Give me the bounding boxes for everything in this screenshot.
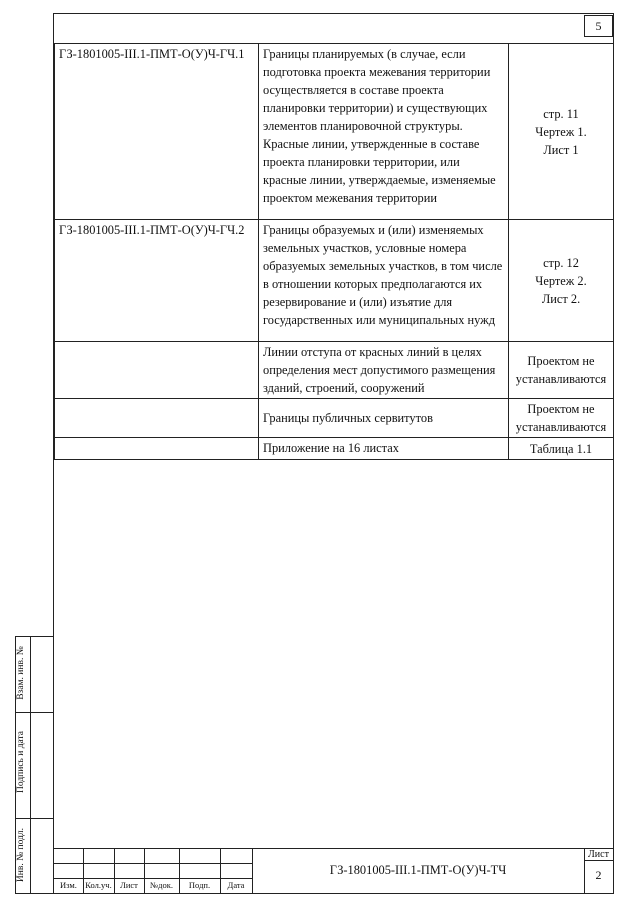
side-podpis-label: Подпись и дата (16, 731, 26, 794)
ref-line: устанавливаются (515, 420, 607, 434)
side-inv-label: Инв. № подл. (16, 827, 26, 883)
ref-line: стр. 11 (543, 106, 579, 121)
table-row (55, 399, 614, 438)
ref-line: Проектом не (527, 354, 595, 368)
row-ref (509, 220, 614, 342)
table-row (55, 438, 614, 460)
ref-line: Таблица 1.1 (529, 441, 593, 456)
row-description: Границы планируемых (в случае, если подготовка проекта межевания территории осуществляется в составе проекта планировки территории) и существующих элементов планировочной структуры. Красные линии, утвержденные в составе проекта планировки территории, или красные линии, утверждаемые, изменяемые проектом межевания территории (259, 44, 509, 220)
doc-number: ГЗ-1801005-III.1-ПМТ-О(У)Ч-ТЧ (329, 863, 507, 877)
row-ref (509, 399, 614, 438)
sheet-number: 2 (595, 868, 602, 882)
row-code (55, 399, 259, 438)
tb-col-kolych: Кол.уч. (85, 880, 112, 890)
ref-line: Чертеж 1. (535, 124, 587, 139)
tb-col-izm: Изм. (60, 880, 77, 890)
table-row (55, 342, 614, 399)
row-ref (509, 438, 614, 460)
ref-line: Лист 1 (543, 142, 579, 157)
row-ref (509, 342, 614, 399)
tb-col-data: Дата (227, 880, 245, 890)
ref-line: Проектом не (527, 402, 595, 416)
page-number-top: 5 (584, 15, 613, 37)
tb-col-ndok: №док. (150, 880, 173, 890)
side-vzam-label: Взам. инв. № (16, 646, 26, 700)
table-row (55, 220, 614, 342)
ref-line: Лист 2. (541, 291, 581, 306)
ref-line: устанавливаются (515, 372, 607, 386)
ref-line: стр. 12 (543, 255, 579, 270)
sheet-label: Лист (588, 849, 609, 860)
row-code: ГЗ-1801005-III.1-ПМТ-О(У)Ч-ГЧ.2 (55, 220, 259, 342)
row-description: Границы образуемых и (или) изменяемых земельных участков, условные номера образуемых земельных участков, в том числе в отношении которых предполагаются их резервирование и (или) изъятие для государственных или муниципальных нужд (259, 220, 509, 342)
ref-line: Чертеж 2. (535, 273, 587, 288)
row-description: Границы публичных сервитутов (259, 399, 509, 438)
row-description: Линии отступа от красных линий в целях определения мест допустимого размещения зданий, строений, сооружений (259, 342, 509, 399)
drawings-table (54, 43, 614, 460)
table-row (55, 44, 614, 220)
row-description: Приложение на 16 листах (259, 438, 509, 460)
row-code (55, 342, 259, 399)
row-ref (509, 44, 614, 220)
row-code (55, 438, 259, 460)
tb-col-podp: Подп. (188, 880, 211, 890)
row-code: ГЗ-1801005-III.1-ПМТ-О(У)Ч-ГЧ.1 (55, 44, 259, 220)
tb-col-list: Лист (120, 880, 138, 890)
